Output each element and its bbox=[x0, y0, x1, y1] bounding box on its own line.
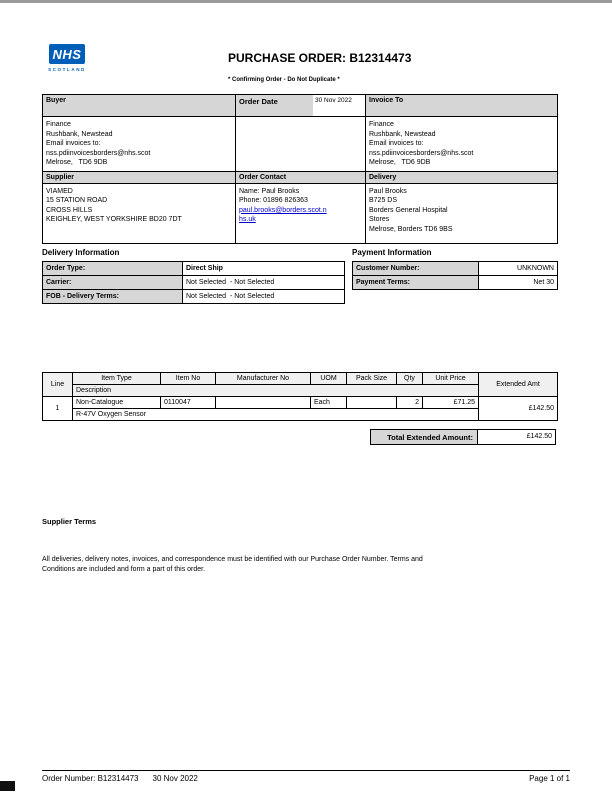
payment-information-table bbox=[352, 261, 558, 290]
col-header-line: Line bbox=[43, 373, 73, 397]
order-contact-email-link[interactable]: paul.brooks@borders.scot.nhs.uk bbox=[239, 206, 327, 223]
manufacturer-no-value bbox=[216, 397, 311, 409]
order-date-header-cell bbox=[236, 95, 366, 117]
line-item-row bbox=[43, 397, 558, 409]
order-contact-phone: Phone: 01896 826363 bbox=[239, 197, 308, 204]
fob-delivery-terms-label: FOB - Delivery Terms: bbox=[43, 290, 183, 304]
invoice-to-address-cell bbox=[366, 117, 558, 172]
parties-table bbox=[42, 94, 558, 244]
total-extended-amount-label: Total Extended Amount: bbox=[370, 429, 478, 445]
uom-value: Each bbox=[311, 397, 347, 409]
carrier-value: Not Selected - Not Selected bbox=[183, 276, 345, 290]
buyer-address-line: Melrose, TD6 9DB bbox=[46, 159, 108, 166]
footer-divider bbox=[42, 770, 570, 771]
page-title: PURCHASE ORDER: B12314473 bbox=[228, 51, 412, 65]
supplier-address-line: KEIGHLEY, WEST YORKSHIRE BD20 7DT bbox=[46, 216, 182, 223]
item-no-value: 0110047 bbox=[161, 397, 216, 409]
order-type-label: Order Type: bbox=[43, 262, 183, 276]
col-header-pack-size: Pack Size bbox=[347, 373, 397, 385]
payment-terms-value: Net 30 bbox=[479, 276, 558, 290]
col-header-item-type: Item Type bbox=[73, 373, 161, 385]
delivery-contact-name: Paul Brooks bbox=[369, 187, 407, 195]
col-header-description: Description bbox=[73, 385, 479, 397]
order-date-value: 30 Nov 2022 bbox=[315, 97, 352, 104]
unit-price-value: £71.25 bbox=[423, 397, 479, 409]
invoice-to-address-line: Email invoices to: bbox=[369, 140, 424, 147]
nhs-logo-box bbox=[49, 44, 85, 64]
carrier-label: Carrier: bbox=[43, 276, 183, 290]
supplier-address-line: 15 STATION ROAD bbox=[46, 197, 108, 204]
invoice-to-invoice-email: nss.pdiinvoicesborders@nhs.scot bbox=[369, 149, 474, 157]
customer-number-value: UNKNOWN bbox=[479, 262, 558, 276]
page-corner-mark bbox=[0, 781, 15, 791]
delivery-header: Delivery bbox=[366, 171, 558, 183]
order-contact-header: Order Contact bbox=[236, 171, 366, 183]
footer-date: 30 Nov 2022 bbox=[152, 774, 198, 783]
nhs-scotland-logo bbox=[46, 44, 88, 72]
footer-page-number: Page 1 of 1 bbox=[529, 774, 570, 783]
col-header-extended-amt: Extended Amt bbox=[479, 373, 558, 397]
invoice-to-address-line: Rushbank, Newstead bbox=[369, 130, 436, 138]
buyer-invoice-email: nss.pdiinvoicesborders@nhs.scot bbox=[46, 149, 151, 157]
order-date-empty-cell bbox=[236, 117, 366, 172]
col-header-uom: UOM bbox=[311, 373, 347, 385]
invoice-to-header: Invoice To bbox=[366, 95, 558, 117]
total-extended-amount-row bbox=[370, 429, 556, 445]
payment-information-title: Payment Information bbox=[352, 248, 432, 257]
supplier-terms-body: All deliveries, delivery notes, invoices, and correspondence must be identified with our Purchase Order Number. Terms and Conditions are included and form a part of this order. bbox=[42, 556, 423, 573]
supplier-address-line: CROSS HILLS bbox=[46, 206, 93, 214]
supplier-header: Supplier bbox=[43, 171, 236, 183]
line-number: 1 bbox=[43, 397, 73, 421]
col-header-qty: Qty bbox=[397, 373, 423, 385]
footer-spacer bbox=[198, 774, 529, 783]
page-top-edge bbox=[0, 0, 612, 3]
total-extended-amount-value: £142.50 bbox=[477, 429, 556, 445]
delivery-information-title: Delivery Information bbox=[42, 248, 120, 257]
invoice-to-address-line: Finance bbox=[369, 121, 394, 128]
extended-amt-value: £142.50 bbox=[479, 397, 558, 421]
confirming-order-note: * Confirming Order - Do Not Duplicate * bbox=[228, 77, 340, 83]
col-header-unit-price: Unit Price bbox=[423, 373, 479, 385]
order-contact-name: Name: Paul Brooks bbox=[239, 187, 300, 195]
item-type-value: Non-Catalogue bbox=[73, 397, 161, 409]
page-footer bbox=[42, 774, 570, 783]
payment-terms-label: Payment Terms: bbox=[353, 276, 479, 290]
nhs-scotland-text: SCOTLAND bbox=[48, 67, 86, 72]
fob-delivery-terms-value: Not Selected - Not Selected bbox=[183, 290, 345, 304]
invoice-to-address-line: Melrose, TD6 9DB bbox=[369, 159, 431, 166]
delivery-address-line: Melrose, Borders TD6 9BS bbox=[369, 225, 453, 233]
pack-size-value bbox=[347, 397, 397, 409]
line-items-table bbox=[42, 372, 558, 421]
item-description: R-47V Oxygen Sensor bbox=[73, 409, 479, 421]
delivery-information-table bbox=[42, 261, 345, 304]
delivery-address-line: Borders General Hospital bbox=[369, 206, 448, 214]
footer-order-number: Order Number: B12314473 bbox=[42, 774, 139, 783]
order-date-label: Order Date bbox=[236, 95, 313, 116]
buyer-address-line: Finance bbox=[46, 121, 71, 128]
supplier-name: VIAMED bbox=[46, 187, 73, 195]
qty-value: 2 bbox=[397, 397, 423, 409]
order-contact-cell bbox=[236, 183, 366, 243]
buyer-address-line: Email invoices to: bbox=[46, 140, 101, 147]
col-header-manufacturer-no: Manufacturer No bbox=[216, 373, 311, 385]
supplier-terms-title: Supplier Terms bbox=[42, 517, 97, 526]
buyer-address-cell bbox=[43, 117, 236, 172]
buyer-address-line: Rushbank, Newstead bbox=[46, 130, 113, 138]
col-header-item-no: Item No bbox=[161, 373, 216, 385]
delivery-address-cell bbox=[366, 183, 558, 243]
customer-number-label: Customer Number: bbox=[353, 262, 479, 276]
delivery-address-line: B725 DS bbox=[369, 197, 398, 204]
buyer-header: Buyer bbox=[43, 95, 236, 117]
nhs-logo-text: NHS bbox=[52, 46, 82, 62]
supplier-address-cell bbox=[43, 183, 236, 243]
order-type-value: Direct Ship bbox=[183, 262, 345, 276]
delivery-address-line: Stores bbox=[369, 216, 390, 223]
